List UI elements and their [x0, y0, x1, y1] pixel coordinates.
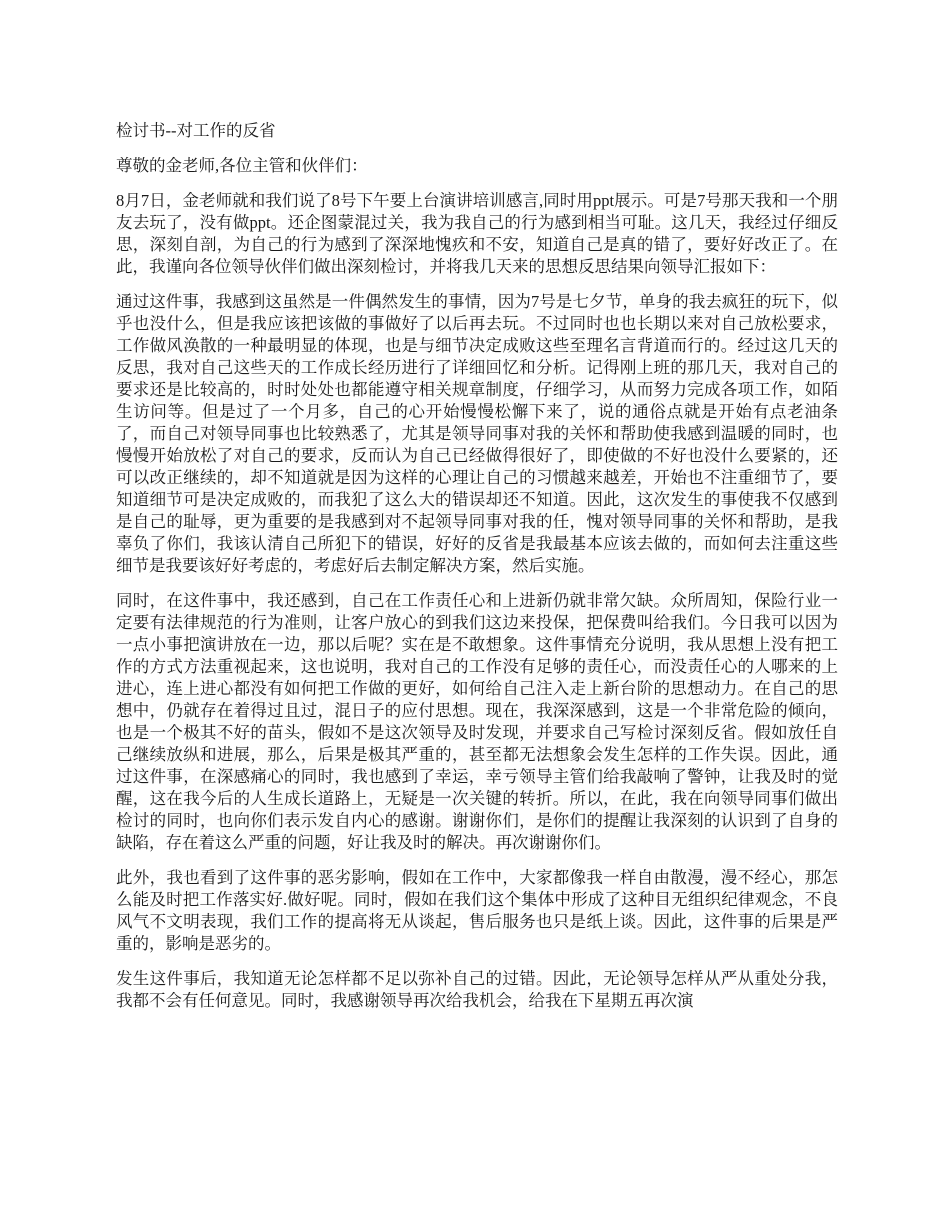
document-title: 检讨书--对工作的反省 — [116, 121, 276, 140]
salutation: 尊敬的金老师,各位主管和伙伴们： — [116, 156, 368, 175]
paragraph-2: 通过这件事，我感到这虽然是一件偶然发生的事情，因为7号是七夕节，单身的我去疯狂的玩下，似乎也没什么，但是我应该把该做的事做好了以后再去玩。不过同时也也长期以来对自己放松要求，工作做风涣散的一种最明显的体现，也是与细节决定成败这些至理名言背道而行的。经过这几天的反思，我对自己这些天的工作成长经历进行了详细回忆和分析。记得刚上班的那几天，我对自己的要求还是比较高的，时时处处也都能遵守相关规章制度，仔细学习，从而努力完成各项工作，如陌生访问等。但是过了一个月多，自己的心开始慢慢松懈下来了，说的通俗点就是开始有点老油条了，而自己对领导同事也比较熟悉了，尤其是领导同事对我的关怀和帮助使我感到温暖的同时，也慢慢开始放松了对自己的要求，反而认为自己已经做得很好了，即使做的不好也没什么要紧的，还可以改正继续的，却不知道就是因为这样的心理让自己的习惯越来越差，开始也不注重细节了，要知道细节可是决定成败的，而我犯了这么大的错误却还不知道。因此，这次发生的事使我不仅感到是自己的耻辱，更为重要的是我感到对不起领导同事对我的任，愧对领导同事的关怀和帮助，是我辜负了你们，我该认清自己所犯下的错误，好好的反省是我最基本应该去做的，而如何去注重这些细节是我要该好好考虑的，考虑好后去制定解决方案，然后实施。 — [116, 292, 838, 575]
paragraph-4: 此外，我也看到了这件事的恶劣影响，假如在工作中，大家都像我一样自由散漫，漫不经心，那怎么能及时把工作落实好.做好呢。同时，假如在我们这个集体中形成了这种目无组织纪律观念，不良风气不文明表现，我们工作的提高将无从谈起，售后服务也只是纸上谈。因此，这件事的后果是严重的，影响是恶劣的。 — [116, 868, 838, 953]
paragraph-3: 同时，在这件事中，我还感到，自己在工作责任心和上进新仍就非常欠缺。众所周知，保险行业一定要有法律规范的行为准则，让客户放心的到我们这边来投保，把保费叫给我们。今日我可以因为一点小事把演讲放在一边，那以后呢？实在是不敢想象。这件事情充分说明，我从思想上没有把工作的方式方法重视起来，这也说明，我对自己的工作没有足够的责任心，而没责任心的人哪来的上进心，连上进心都没有如何把工作做的更好，如何给自己注入走上新台阶的思想动力。在自己的思想中，仍就存在着得过且过，混日子的应付思想。现在，我深深感到，这是一个非常危险的倾向，也是一个极其不好的苗头，假如不是这次领导及时发现，并要求自己写检讨深刻反省。假如放任自己继续放纵和进展，那么，后果是极其严重的，甚至都无法想象会发生怎样的工作失误。因此，通过这件事，在深感痛心的同时，我也感到了幸运，幸亏领导主管们给我敲响了警钟，让我及时的觉醒，这在我今后的人生成长道路上，无疑是一次关键的转折。所以，在此，我在向领导同事们做出检讨的同时，也向你们表示发自内心的感谢。谢谢你们，是你们的提醒让我深刻的认识到了自身的缺陷，存在着这么严重的问题，好让我及时的解决。再次谢谢你们。 — [116, 591, 838, 852]
paragraph-5: 发生这件事后，我知道无论怎样都不足以弥补自己的过错。因此，无论领导怎样从严从重处分我，我都不会有任何意见。同时，我感谢领导再次给我机会，给我在下星期五再次演 — [116, 969, 838, 1010]
paragraph-1: 8月7日，金老师就和我们说了8号下午要上台演讲培训感言,同时用ppt展示。可是7号那天我和一个朋友去玩了，没有做ppt。还企图蒙混过关，我为我自己的行为感到相当可耻。这几天，我经过仔细反思，深刻自剖，为自己的行为感到了深深地愧疚和不安，知道自己是真的错了，要好好改正了。在此，我谨向各位领导伙伴们做出深刻检讨，并将我几天来的思想反思结果向领导汇报如下： — [116, 191, 838, 276]
document-page — [116, 120, 838, 1025]
